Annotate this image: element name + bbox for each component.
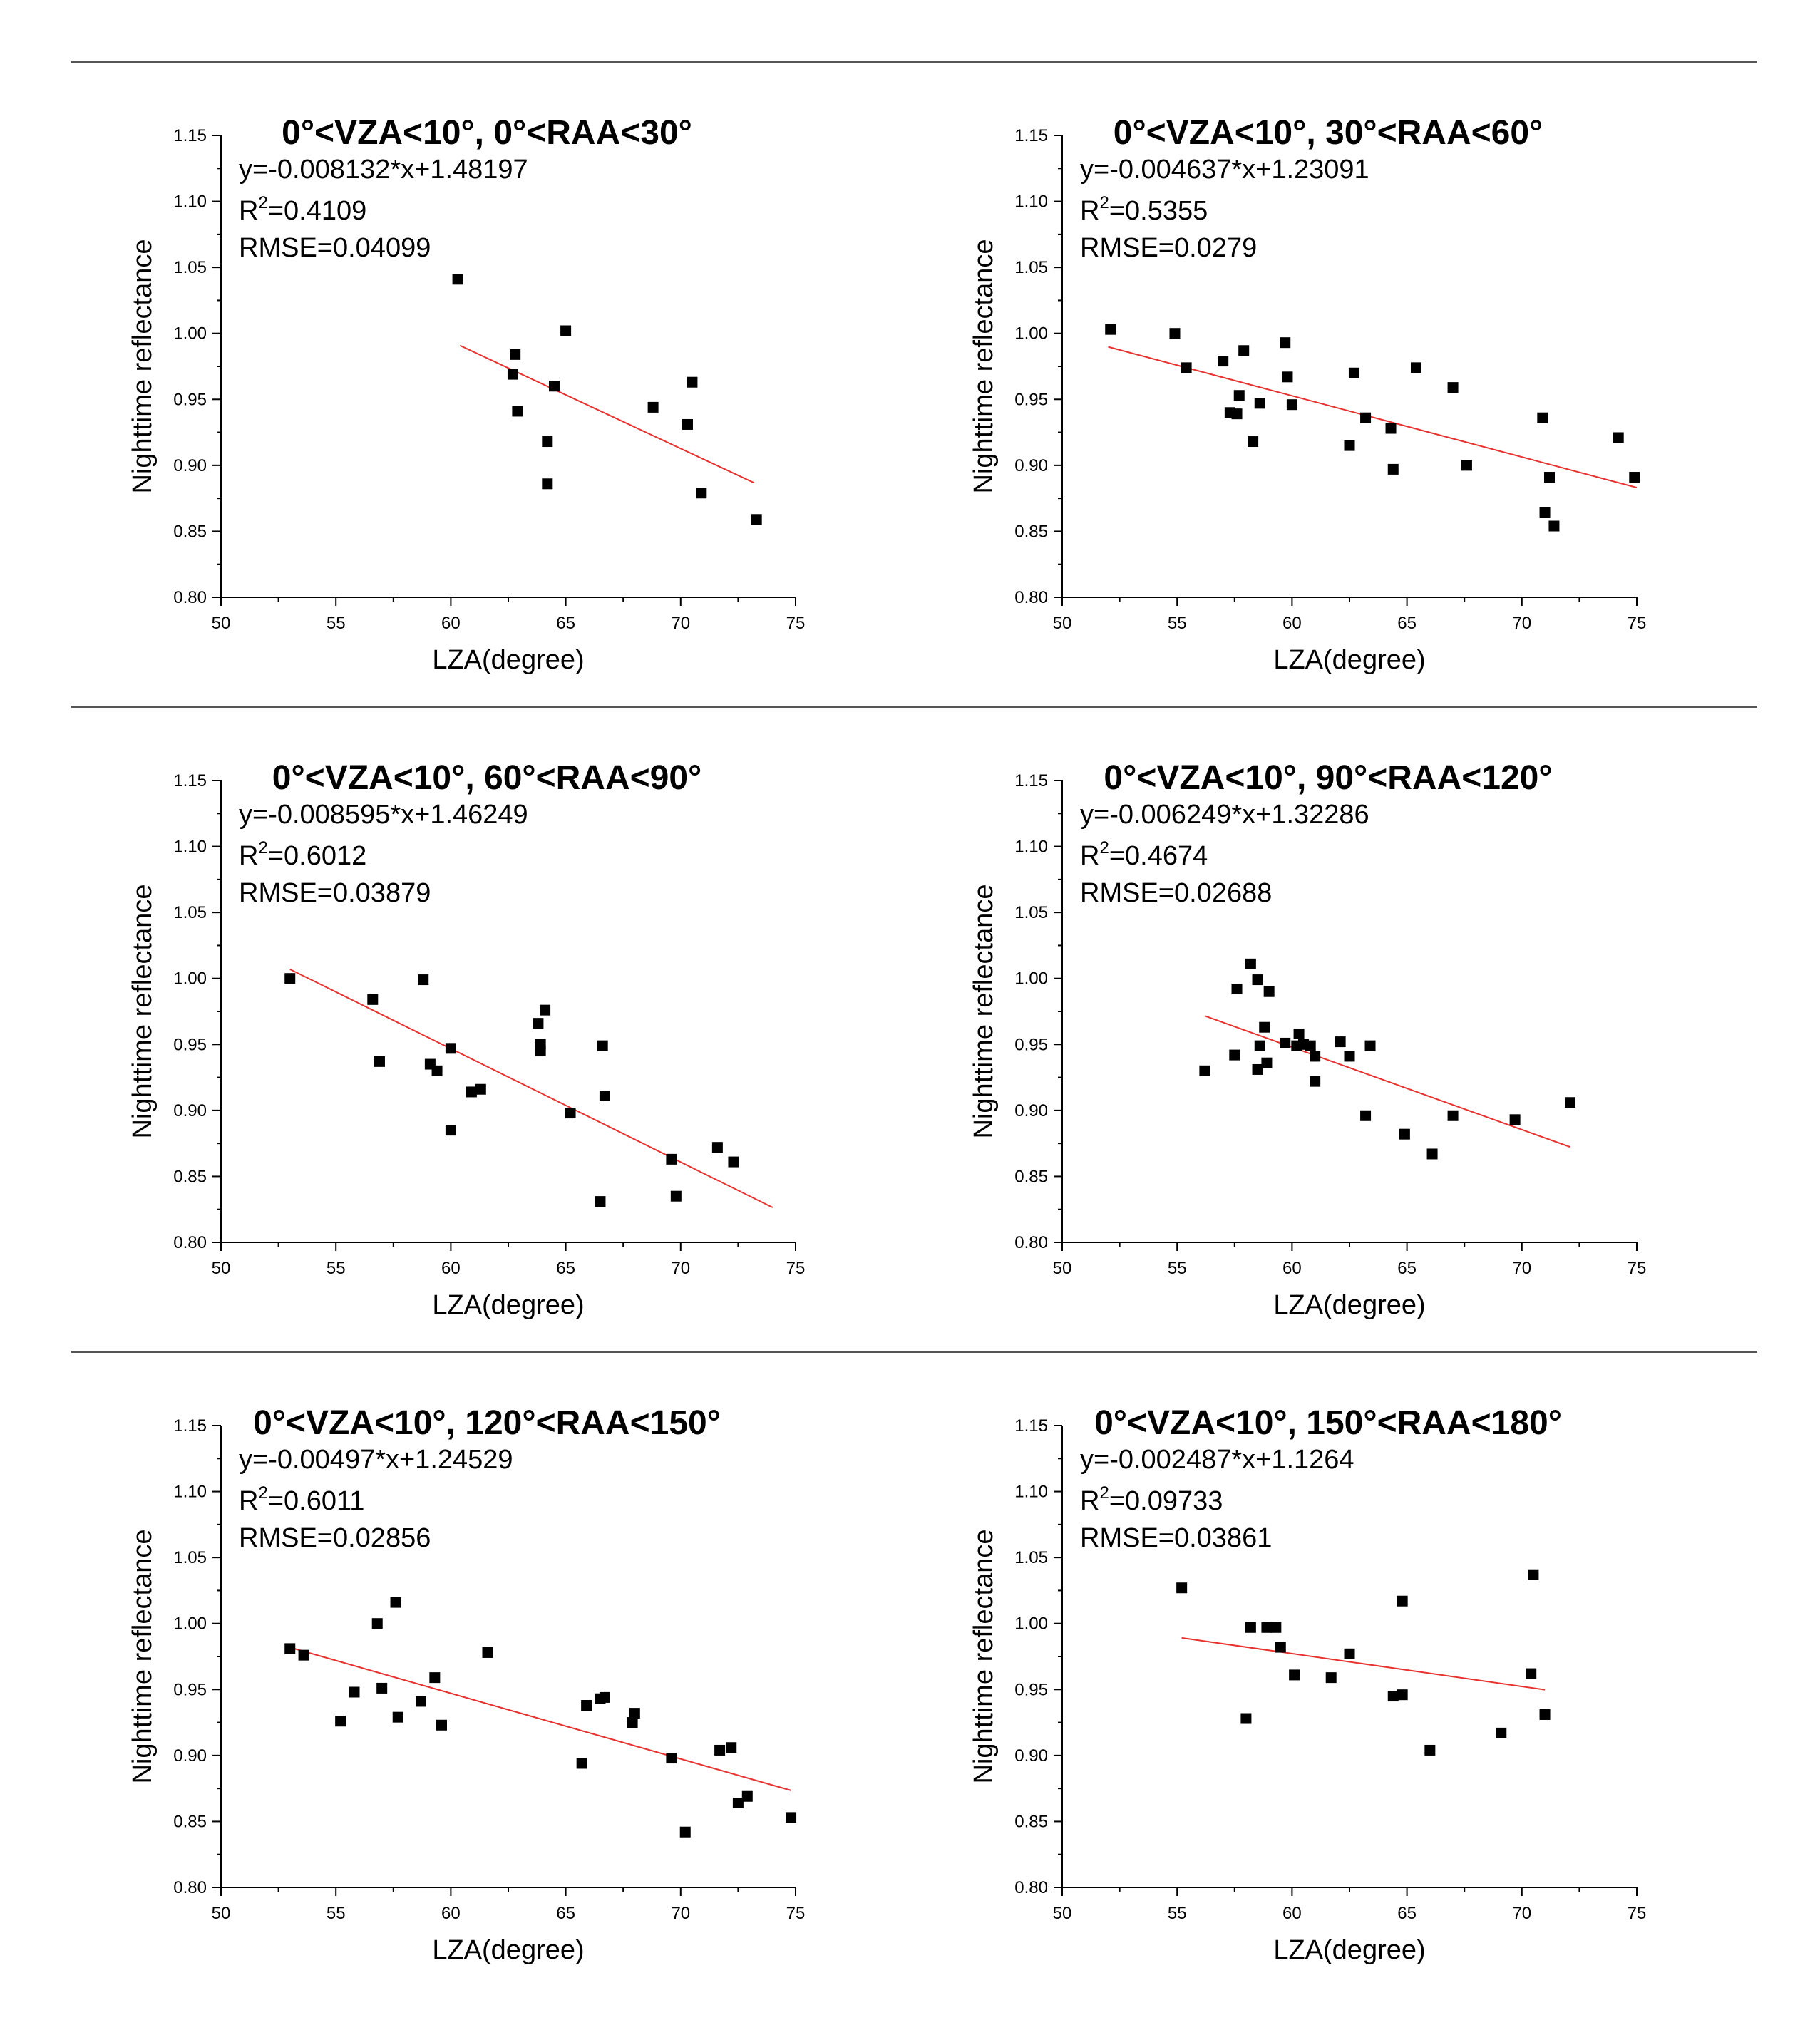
y-tick-label: 0.95 — [1014, 390, 1048, 410]
data-point — [391, 1597, 401, 1608]
data-point — [728, 1157, 739, 1168]
y-tick-label: 1.10 — [1014, 837, 1048, 857]
y-tick-label: 0.95 — [1014, 1035, 1048, 1055]
x-tick-label: 60 — [441, 1259, 461, 1278]
x-tick-label: 65 — [1397, 1259, 1417, 1278]
y-tick-label: 0.80 — [1014, 1233, 1048, 1252]
data-point — [446, 1043, 456, 1053]
regression-equation: y=-0.008595*x+1.46249 — [239, 800, 528, 830]
chart-panel — [128, 759, 805, 1320]
x-tick-label: 70 — [1512, 614, 1532, 633]
data-point — [648, 402, 659, 413]
data-point — [535, 1039, 546, 1050]
x-tick-label: 70 — [671, 614, 691, 633]
data-point — [1245, 959, 1256, 969]
y-tick-label: 0.80 — [173, 588, 207, 607]
y-tick-label: 0.85 — [1014, 1167, 1048, 1187]
rmse-value: RMSE=0.03861 — [1080, 1523, 1273, 1553]
data-point — [349, 1686, 359, 1697]
data-point — [1613, 432, 1624, 443]
x-tick-label: 50 — [1052, 614, 1072, 633]
chart-title: 0°<VZA<10°, 120°<RAA<150° — [253, 1404, 721, 1442]
x-tick-label: 55 — [326, 1259, 346, 1278]
data-point — [284, 1643, 295, 1654]
x-tick-label: 50 — [211, 614, 231, 633]
data-point — [627, 1717, 638, 1728]
y-axis-label: Nighttime reflectance — [969, 239, 999, 494]
data-point — [696, 488, 706, 498]
data-point — [1388, 1691, 1399, 1701]
x-tick-label: 60 — [1282, 1904, 1302, 1923]
r-squared — [239, 838, 366, 871]
data-point — [1169, 328, 1180, 339]
regression-line — [1182, 1638, 1545, 1690]
data-point — [372, 1618, 383, 1629]
r-squared-value: =0.6012 — [267, 841, 367, 871]
data-point — [786, 1812, 796, 1823]
data-point — [540, 1005, 550, 1016]
data-point — [1424, 1745, 1435, 1756]
y-tick-label: 1.10 — [173, 1482, 207, 1502]
y-tick-label: 1.05 — [1014, 1548, 1048, 1568]
y-tick-label: 0.90 — [1014, 455, 1048, 475]
data-point — [1275, 1642, 1286, 1653]
chart-panel — [128, 1404, 805, 1965]
y-tick-label: 1.05 — [173, 1548, 207, 1568]
data-point — [666, 1154, 677, 1165]
x-tick-label: 75 — [1627, 1904, 1647, 1923]
r-squared-value: =0.09733 — [1109, 1486, 1223, 1516]
y-tick-label: 1.15 — [1014, 126, 1048, 145]
y-tick-label: 0.90 — [173, 455, 207, 475]
data-point — [600, 1692, 610, 1703]
x-axis-label: LZA(degree) — [432, 1935, 585, 1965]
x-axis-label: LZA(degree) — [1273, 645, 1426, 675]
r-squared — [1080, 1483, 1223, 1516]
y-tick-label: 1.05 — [173, 903, 207, 923]
r-squared-value: =0.5355 — [1109, 196, 1208, 226]
data-point — [751, 514, 762, 525]
x-tick-label: 65 — [556, 614, 575, 633]
x-tick-label: 65 — [556, 1259, 575, 1278]
y-tick-label: 0.80 — [1014, 1878, 1048, 1897]
data-point — [482, 1647, 493, 1658]
y-axis-label: Nighttime reflectance — [969, 884, 999, 1139]
r-squared — [1080, 838, 1208, 871]
r-squared — [239, 1483, 364, 1516]
regression-equation: y=-0.002487*x+1.1264 — [1080, 1445, 1354, 1475]
chart-title: 0°<VZA<10°, 150°<RAA<180° — [1094, 1404, 1562, 1442]
data-point — [1388, 464, 1399, 475]
y-tick-label: 0.90 — [1014, 1101, 1048, 1120]
x-tick-label: 75 — [1627, 1259, 1647, 1278]
x-tick-label: 70 — [1512, 1904, 1532, 1923]
data-point — [1218, 356, 1228, 366]
y-tick-label: 1.15 — [1014, 1416, 1048, 1436]
rmse-value: RMSE=0.04099 — [239, 233, 431, 263]
y-tick-label: 1.05 — [1014, 903, 1048, 923]
x-tick-label: 55 — [1167, 1904, 1187, 1923]
data-point — [418, 974, 428, 985]
r-squared-value: =0.6011 — [267, 1486, 365, 1516]
y-tick-label: 0.80 — [1014, 588, 1048, 607]
data-point — [1287, 399, 1297, 410]
data-point — [1360, 1111, 1371, 1121]
data-point — [1386, 423, 1397, 434]
data-point — [466, 1086, 477, 1097]
data-point — [595, 1196, 605, 1207]
data-point — [714, 1745, 725, 1756]
y-tick-label: 1.10 — [173, 837, 207, 857]
data-point — [1397, 1689, 1408, 1700]
x-tick-label: 65 — [1397, 614, 1417, 633]
data-point — [1448, 382, 1459, 393]
data-point — [436, 1720, 447, 1731]
data-point — [1234, 390, 1245, 401]
chart-title: 0°<VZA<10°, 60°<RAA<90° — [272, 759, 702, 797]
data-point — [367, 994, 378, 1005]
y-tick-label: 1.15 — [173, 771, 207, 790]
x-tick-label: 60 — [1282, 1259, 1302, 1278]
x-tick-label: 70 — [671, 1904, 691, 1923]
data-point — [1629, 472, 1640, 483]
x-tick-label: 55 — [1167, 614, 1187, 633]
data-point — [1248, 436, 1258, 447]
x-tick-label: 60 — [1282, 614, 1302, 633]
data-point — [1264, 986, 1275, 997]
data-point — [1310, 1076, 1320, 1087]
r-squared-symbol: R — [239, 1486, 259, 1516]
data-point — [1255, 398, 1265, 408]
y-tick-label: 0.95 — [173, 1035, 207, 1055]
y-tick-label: 0.95 — [173, 1680, 207, 1700]
data-point — [374, 1056, 385, 1067]
x-tick-label: 70 — [671, 1259, 691, 1278]
data-point — [1360, 413, 1371, 423]
r-squared-symbol: R — [1080, 841, 1100, 871]
data-point — [629, 1708, 640, 1719]
data-point — [600, 1091, 610, 1101]
y-tick-label: 1.00 — [173, 324, 207, 344]
y-tick-label: 1.05 — [173, 258, 207, 278]
y-tick-label: 0.80 — [173, 1878, 207, 1897]
y-tick-label: 1.15 — [173, 1416, 207, 1436]
data-point — [565, 1108, 576, 1118]
y-tick-label: 1.00 — [1014, 969, 1048, 989]
data-point — [712, 1142, 723, 1153]
data-point — [1282, 371, 1292, 382]
y-tick-label: 0.95 — [173, 390, 207, 410]
x-tick-label: 75 — [786, 1259, 806, 1278]
data-point — [299, 1650, 309, 1661]
data-point — [577, 1758, 587, 1768]
x-axis-label: LZA(degree) — [432, 645, 585, 675]
data-point — [335, 1716, 346, 1726]
rmse-value: RMSE=0.0279 — [1080, 233, 1258, 263]
data-point — [510, 349, 520, 360]
r-squared-symbol: R — [1080, 1486, 1100, 1516]
data-point — [1232, 984, 1243, 994]
y-tick-label: 0.85 — [173, 1812, 207, 1832]
y-tick-label: 0.85 — [1014, 522, 1048, 542]
regression-equation: y=-0.004637*x+1.23091 — [1080, 155, 1369, 185]
y-tick-label: 0.90 — [1014, 1746, 1048, 1766]
y-tick-label: 1.10 — [1014, 192, 1048, 212]
data-point — [533, 1018, 543, 1029]
x-tick-label: 70 — [1512, 1259, 1532, 1278]
y-tick-label: 0.85 — [173, 1167, 207, 1187]
data-point — [1349, 368, 1359, 378]
rmse-value: RMSE=0.03879 — [239, 878, 431, 908]
data-point — [1176, 1582, 1187, 1593]
x-tick-label: 50 — [1052, 1259, 1072, 1278]
r-squared-value: =0.4109 — [267, 196, 367, 226]
data-point — [1345, 440, 1355, 451]
data-point — [1335, 1036, 1346, 1047]
y-tick-label: 1.15 — [1014, 771, 1048, 790]
y-axis-label: Nighttime reflectance — [969, 1529, 999, 1784]
chart-title: 0°<VZA<10°, 30°<RAA<60° — [1113, 114, 1543, 152]
y-tick-label: 1.00 — [1014, 1614, 1048, 1634]
data-point — [1345, 1051, 1355, 1061]
data-point — [1255, 1041, 1265, 1051]
y-tick-label: 0.90 — [173, 1101, 207, 1120]
data-point — [1245, 1622, 1256, 1633]
y-axis-label: Nighttime reflectance — [128, 1529, 158, 1784]
data-point — [432, 1066, 443, 1076]
r-squared-superscript: 2 — [258, 1483, 268, 1503]
data-point — [512, 406, 523, 416]
data-point — [1548, 521, 1559, 532]
x-tick-label: 50 — [1052, 1904, 1072, 1923]
data-point — [682, 419, 693, 430]
data-point — [1326, 1672, 1337, 1683]
r-squared-symbol: R — [239, 196, 259, 226]
r-squared-symbol: R — [239, 841, 259, 871]
data-point — [1537, 413, 1548, 423]
regression-equation: y=-0.006249*x+1.32286 — [1080, 800, 1369, 830]
x-tick-label: 75 — [786, 1904, 806, 1923]
data-point — [1528, 1570, 1538, 1580]
x-tick-label: 50 — [211, 1259, 231, 1278]
regression-line — [460, 346, 754, 483]
x-tick-label: 60 — [441, 614, 461, 633]
x-axis-label: LZA(degree) — [1273, 1290, 1426, 1320]
chart-panel — [969, 114, 1646, 675]
x-tick-label: 60 — [441, 1904, 461, 1923]
data-point — [284, 973, 295, 984]
data-point — [680, 1827, 691, 1838]
data-point — [429, 1672, 440, 1683]
data-point — [1238, 345, 1249, 356]
data-point — [1229, 1050, 1240, 1061]
x-axis-label: LZA(degree) — [1273, 1935, 1426, 1965]
y-tick-label: 1.00 — [173, 969, 207, 989]
data-point — [549, 381, 560, 391]
data-point — [1411, 362, 1421, 373]
data-point — [1199, 1066, 1210, 1076]
data-point — [1261, 1622, 1272, 1633]
y-tick-label: 1.15 — [173, 126, 207, 145]
y-tick-label: 1.00 — [173, 1614, 207, 1634]
data-point — [1253, 974, 1263, 985]
y-tick-label: 0.85 — [173, 522, 207, 542]
chart-title: 0°<VZA<10°, 0°<RAA<30° — [282, 114, 692, 152]
chart-title: 0°<VZA<10°, 90°<RAA<120° — [1104, 759, 1553, 797]
x-axis-label: LZA(degree) — [432, 1290, 585, 1320]
y-tick-label: 0.80 — [173, 1233, 207, 1252]
regression-equation: y=-0.00497*x+1.24529 — [239, 1445, 513, 1475]
x-tick-label: 65 — [1397, 1904, 1417, 1923]
x-tick-label: 75 — [786, 614, 806, 633]
data-point — [1565, 1097, 1575, 1108]
x-tick-label: 75 — [1627, 614, 1647, 633]
x-tick-label: 50 — [211, 1904, 231, 1923]
data-point — [1510, 1114, 1521, 1125]
data-point — [1240, 1714, 1251, 1724]
r-squared-superscript: 2 — [1099, 838, 1109, 857]
data-point — [446, 1125, 456, 1135]
r-squared-superscript: 2 — [1099, 193, 1109, 212]
data-point — [742, 1791, 753, 1802]
chart-panel — [128, 114, 805, 675]
data-point — [1365, 1041, 1376, 1051]
x-tick-label: 65 — [556, 1904, 575, 1923]
x-tick-label: 55 — [326, 1904, 346, 1923]
data-point — [671, 1191, 682, 1202]
y-tick-label: 1.00 — [1014, 324, 1048, 344]
regression-line — [290, 1647, 791, 1790]
data-point — [1259, 1022, 1270, 1033]
data-point — [393, 1712, 403, 1723]
data-point — [1399, 1129, 1410, 1140]
regression-line — [1205, 1016, 1570, 1147]
data-point — [666, 1753, 677, 1763]
data-point — [1397, 1596, 1408, 1607]
r-squared — [1080, 193, 1208, 226]
y-tick-label: 0.95 — [1014, 1680, 1048, 1700]
data-point — [1345, 1649, 1355, 1659]
y-axis-label: Nighttime reflectance — [128, 884, 158, 1139]
r-squared-superscript: 2 — [1099, 1483, 1109, 1503]
data-point — [597, 1041, 608, 1051]
y-tick-label: 0.85 — [1014, 1812, 1048, 1832]
data-point — [416, 1696, 426, 1706]
data-point — [1540, 1709, 1551, 1720]
data-point — [1427, 1148, 1438, 1159]
data-point — [687, 377, 697, 388]
r-squared-symbol: R — [1080, 196, 1100, 226]
data-point — [1496, 1728, 1506, 1738]
data-point — [1253, 1064, 1263, 1075]
data-point — [1289, 1669, 1300, 1680]
data-point — [1181, 362, 1192, 373]
data-point — [1544, 472, 1555, 483]
regression-equation: y=-0.008132*x+1.48197 — [239, 155, 528, 185]
x-tick-label: 55 — [1167, 1259, 1187, 1278]
data-point — [560, 326, 571, 336]
r-squared-superscript: 2 — [258, 193, 268, 212]
data-point — [1305, 1041, 1316, 1051]
data-point — [726, 1742, 736, 1753]
data-point — [1270, 1622, 1281, 1633]
data-point — [1261, 1058, 1272, 1068]
y-tick-label: 1.10 — [1014, 1482, 1048, 1502]
data-point — [1526, 1669, 1536, 1679]
data-point — [1294, 1029, 1305, 1039]
data-point — [542, 436, 552, 447]
data-point — [376, 1683, 387, 1694]
data-point — [1461, 460, 1472, 470]
y-axis-label: Nighttime reflectance — [128, 239, 158, 494]
y-tick-label: 0.90 — [173, 1746, 207, 1766]
data-point — [508, 369, 518, 380]
data-point — [542, 478, 552, 489]
data-point — [1280, 337, 1290, 348]
y-tick-label: 1.05 — [1014, 258, 1048, 278]
r-squared-value: =0.4674 — [1109, 841, 1208, 871]
chart-panel — [969, 759, 1646, 1320]
data-point — [1540, 507, 1551, 518]
y-tick-label: 1.10 — [173, 192, 207, 212]
chart-panel — [969, 1404, 1646, 1965]
rmse-value: RMSE=0.02856 — [239, 1523, 431, 1553]
x-tick-label: 55 — [326, 614, 346, 633]
regression-line — [290, 969, 773, 1207]
data-point — [453, 274, 463, 284]
data-point — [1448, 1111, 1459, 1121]
data-point — [581, 1700, 592, 1711]
r-squared — [239, 193, 366, 226]
data-point — [1310, 1051, 1320, 1061]
data-point — [475, 1084, 486, 1095]
data-point — [1232, 408, 1243, 419]
rmse-value: RMSE=0.02688 — [1080, 878, 1273, 908]
data-point — [733, 1798, 744, 1808]
r-squared-superscript: 2 — [258, 838, 268, 857]
data-point — [1280, 1038, 1290, 1048]
data-point — [1105, 324, 1116, 335]
